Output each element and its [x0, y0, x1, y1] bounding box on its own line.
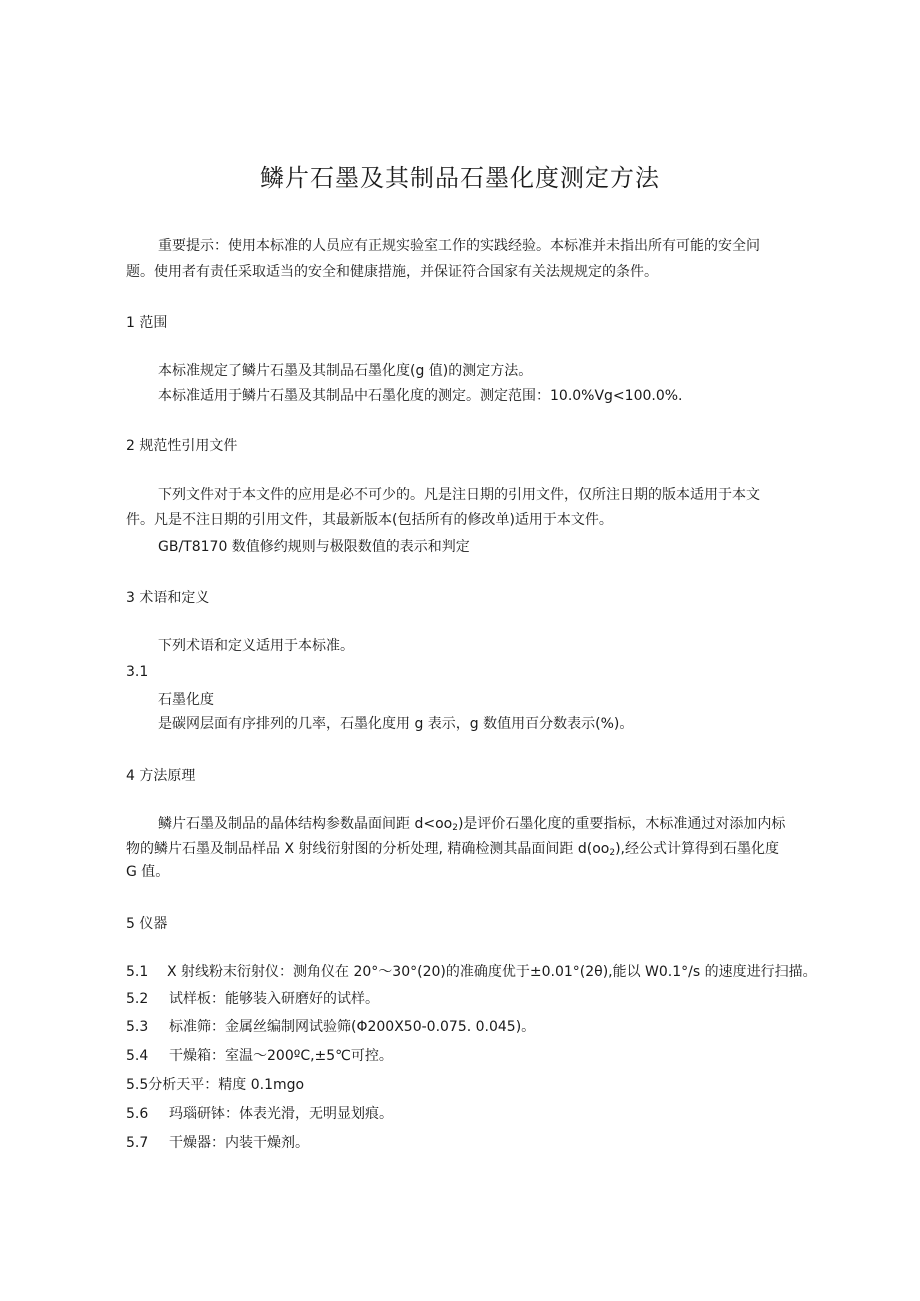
item-number: 5.2 — [126, 991, 149, 1007]
notice-line-2: 题。使用者有责任采取适当的安全和健康措施，并保证符合国家有关法规规定的条件。 — [126, 264, 658, 280]
section-2-heading: 2 规范性引用文件 — [126, 438, 238, 454]
item-number: 5.5 — [126, 1077, 149, 1093]
section-4-line-2-part-a: 物的鳞片石墨及制品样品 X 射线衍射图的分析处理, 精确检测其晶面间距 d(oo — [126, 841, 610, 857]
item-text: 标准筛：金属丝编制网试验筛(Φ200X50-0.075. 0.045)。 — [169, 1019, 536, 1035]
section-3-heading: 3 术语和定义 — [126, 590, 210, 606]
list-item — [126, 1046, 846, 1066]
section-4-line-1-part-a: 鳞片石墨及制品的晶体结构参数晶面间距 d<oo — [158, 816, 453, 832]
item-text: 试样板：能够装入研磨好的试样。 — [169, 991, 379, 1007]
subscript-2: 2 — [609, 848, 616, 858]
section-2-line-2: 件。凡是不注日期的引用文件，其最新版本(包括所有的修改单)适用于本文件。 — [126, 512, 613, 528]
section-4-line-2 — [126, 839, 779, 863]
list-item — [126, 1104, 846, 1124]
item-number: 5.3 — [126, 1019, 149, 1035]
section-4-line-1 — [158, 814, 785, 838]
list-item — [126, 1075, 846, 1095]
item-number: 5.1 — [126, 964, 149, 980]
section-1-heading: 1 范围 — [126, 315, 168, 331]
section-3-1-definition: 是碳网层面有序排列的几率，石墨化度用 g 表示，g 数值用百分数表示(%)。 — [158, 716, 634, 732]
item-number: 5.7 — [126, 1135, 149, 1151]
section-1-para-2: 本标准适用于鳞片石墨及其制品中石墨化度的测定。测定范围：10.0%Vg<100.0%. — [158, 388, 683, 404]
item-number: 5.6 — [126, 1106, 149, 1122]
section-2-reference: GB/T8170 数值修约规则与极限数值的表示和判定 — [158, 539, 470, 555]
section-3-1-number: 3.1 — [126, 664, 149, 680]
item-text: 玛瑙研钵：体表光滑，无明显划痕。 — [169, 1106, 393, 1122]
document-title: 鳞片石墨及其制品石墨化度测定方法 — [260, 164, 660, 192]
list-item — [126, 989, 846, 1009]
item-text: X 射线粉末衍射仪：测角仪在 20°～30°(20)的准确度优于±0.01°(2θ),能以 W0.1°/s 的速度进行扫描。 — [167, 964, 817, 980]
section-4-line-1-part-b: )是评价石墨化度的重要指标，木标准通过对添加内标 — [457, 816, 786, 832]
section-4-line-3: G 值。 — [126, 864, 170, 880]
section-5-heading: 5 仪器 — [126, 916, 168, 932]
section-4-line-2-part-b: ),经公式计算得到石墨化度 — [615, 841, 779, 857]
section-2-line-1: 下列文件对于本文件的应用是必不可少的。凡是注日期的引用文件，仅所注日期的版本适用于本文 — [158, 487, 760, 503]
item-number: 5.4 — [126, 1048, 149, 1064]
subscript-2: 2 — [452, 823, 458, 833]
section-3-1-term: 石墨化度 — [158, 692, 214, 708]
section-1-para-1: 本标准规定了鳞片石墨及其制品石墨化度(g 值)的测定方法。 — [158, 363, 533, 379]
item-text: 干燥器：内装干燥剂。 — [169, 1135, 309, 1151]
notice-line-1: 重要提示：使用本标准的人员应有正规实验室工作的实践经验。本标准并未指出所有可能的安全问 — [158, 238, 760, 254]
list-item — [126, 1133, 846, 1153]
section-3-intro: 下列术语和定义适用于本标准。 — [158, 638, 354, 654]
item-text: 分析天平：精度 0.1mgo — [148, 1077, 305, 1093]
list-item — [126, 1017, 846, 1037]
section-4-heading: 4 方法原理 — [126, 768, 196, 784]
list-item — [126, 962, 846, 982]
item-text: 干燥箱：室温～200ºC,±5℃可控。 — [169, 1048, 393, 1064]
